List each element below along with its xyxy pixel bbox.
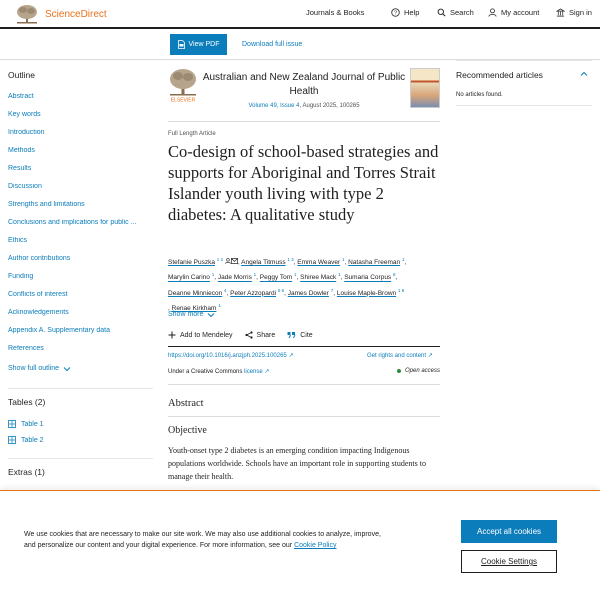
- outline-item[interactable]: Author contributions: [8, 255, 71, 262]
- outline-item[interactable]: Appendix A. Supplementary data: [8, 327, 110, 334]
- pdf-file-icon: [178, 40, 185, 49]
- outline-item[interactable]: Abstract: [8, 93, 34, 100]
- chevron-down-icon: [207, 312, 215, 318]
- no-articles-text: No articles found.: [456, 92, 503, 98]
- open-access-label: Open access: [405, 368, 441, 374]
- quote-icon: [287, 331, 296, 339]
- outline-item[interactable]: References: [8, 345, 44, 352]
- nav-help-label: Help: [404, 8, 420, 17]
- outline-item[interactable]: Key words: [8, 111, 41, 118]
- author-affiliation: 1 8: [397, 287, 405, 293]
- article-actions: [168, 331, 325, 339]
- abstract-heading: Abstract: [168, 398, 204, 409]
- divider: [168, 416, 440, 417]
- author-name[interactable]: Angela Titmuss: [241, 259, 286, 267]
- outline-item[interactable]: Discussion: [8, 183, 42, 190]
- external-link-icon: ↗: [427, 353, 433, 359]
- table-link-2[interactable]: [8, 436, 44, 444]
- sidebar-divider: [456, 105, 592, 106]
- user-icon: [488, 8, 497, 17]
- author-name[interactable]: Deanne Minniecon: [168, 289, 223, 297]
- journal-name-link[interactable]: Australian and New Zealand Journal of Public Health: [202, 72, 406, 97]
- volume-issue-link[interactable]: Volume 49, Issue 4: [248, 103, 300, 109]
- rights-text: Get rights and content: [367, 353, 427, 359]
- author-affiliation: 1: [341, 257, 345, 262]
- show-more-label: Show more: [168, 311, 204, 318]
- cookie-policy-link[interactable]: Cookie Policy: [294, 542, 337, 549]
- cite-label: Cite: [300, 331, 313, 339]
- share-label: Share: [256, 331, 276, 339]
- objective-text: Youth-onset type 2 diabetes is an emerging condition impacting Indigenous populations worldwide. Schools have an important role in supporting students to manage their health.: [168, 446, 426, 481]
- author-affiliation: 1: [211, 272, 215, 278]
- nav-help[interactable]: [391, 8, 419, 17]
- author-name[interactable]: Renae Kirkham: [171, 305, 217, 313]
- nav-journals-books[interactable]: [306, 8, 364, 17]
- author-affiliation: 4: [224, 287, 227, 293]
- outline-item[interactable]: Funding: [8, 273, 34, 280]
- table-link-label: Table 1: [21, 420, 44, 428]
- table-icon: [8, 420, 16, 428]
- download-full-issue-link[interactable]: Download full issue: [242, 41, 303, 48]
- author-affiliation: 1: [338, 272, 341, 278]
- extras-heading[interactable]: Extras (1): [8, 467, 45, 477]
- chevron-up-icon[interactable]: [580, 71, 588, 77]
- show-full-outline-label: Show full outline: [8, 365, 59, 372]
- nav-account-label: My account: [501, 8, 540, 17]
- author-name[interactable]: Stefanie Puszka: [168, 259, 215, 267]
- cookie-settings-button[interactable]: [461, 550, 557, 573]
- author-name[interactable]: Sumaria Corpus: [344, 274, 392, 282]
- outline-title: Outline: [8, 70, 35, 80]
- svg-text:?: ?: [394, 10, 397, 17]
- author-affiliation: 1: [218, 303, 221, 309]
- author-name[interactable]: Emma Weaver: [297, 259, 341, 267]
- author-affiliation: 1: [253, 272, 257, 278]
- external-link-icon: ↗: [288, 353, 294, 359]
- cookie-text: We use cookies that are necessary to make our site work. We may also use additional cookies to analyze, improve, and personalize our content and your digital experience. For more information, see our: [24, 531, 381, 549]
- table-link-label: Table 2: [21, 436, 44, 444]
- author-affiliation: 1 2: [216, 257, 224, 262]
- nav-my-account[interactable]: [488, 8, 539, 17]
- volume-info: [200, 103, 408, 109]
- chevron-down-icon: [63, 366, 71, 372]
- cookie-settings-label: Cookie Settings: [480, 557, 538, 566]
- outline-item[interactable]: Introduction: [8, 129, 45, 136]
- author-name[interactable]: Louise Maple-Brown: [336, 289, 397, 297]
- author-affiliation: 8: [393, 272, 396, 278]
- outline-item[interactable]: Results: [8, 165, 32, 172]
- top-header: [0, 0, 600, 29]
- publisher-name: ELSEVIER: [170, 97, 196, 104]
- view-pdf-label: View PDF: [188, 41, 220, 48]
- tables-heading: Tables (2): [8, 397, 46, 407]
- objective-heading: Objective: [168, 425, 207, 436]
- article-title: Co-design of school-based strategies and supports for Aboriginal and Torres Strait Islander youth living with type 2 diabetes: A qualitative study: [168, 142, 439, 224]
- recommended-articles-heading: Recommended articles: [456, 70, 543, 80]
- cookie-banner: [0, 490, 600, 600]
- license-prefix: Under a Creative Commons: [168, 369, 243, 375]
- outline-item[interactable]: Strengths and limitations: [8, 201, 85, 208]
- outline-list: [8, 93, 153, 363]
- author-affiliation: 1: [401, 257, 405, 262]
- show-more-authors-button[interactable]: [168, 311, 215, 318]
- doi-text: https://doi.org/10.1016/j.anzjph.2025.100265: [168, 353, 287, 359]
- share-icon: [245, 331, 253, 339]
- get-rights-link[interactable]: [367, 352, 433, 359]
- outline-divider: [8, 388, 153, 389]
- doi-link[interactable]: [168, 352, 293, 359]
- cookie-message: [24, 529, 384, 551]
- outline-item[interactable]: Conclusions and implications for public ...: [8, 219, 137, 226]
- cite-button[interactable]: [287, 331, 312, 339]
- author-affiliation: 1 3: [287, 257, 294, 262]
- mendeley-label: Add to Mendeley: [180, 331, 233, 339]
- license-link-text: license: [244, 369, 263, 375]
- author-name[interactable]: Shiree Mack: [300, 274, 337, 282]
- open-access-dot-icon: [397, 369, 401, 373]
- email-icon[interactable]: [231, 258, 238, 264]
- add-to-mendeley-button[interactable]: [168, 331, 233, 339]
- journal-cover-image[interactable]: [410, 68, 440, 108]
- sidebar-divider: [456, 60, 592, 61]
- sciencedirect-logo[interactable]: [14, 4, 107, 24]
- license-info: [168, 368, 269, 375]
- share-button[interactable]: [245, 331, 276, 339]
- author-name[interactable]: Jade Morris: [217, 274, 252, 282]
- brand-name: ScienceDirect: [45, 8, 107, 20]
- author-name[interactable]: James Dowler: [287, 289, 329, 297]
- table-link-1[interactable]: [8, 420, 44, 428]
- outline-item[interactable]: Methods: [8, 147, 35, 154]
- help-icon: [391, 8, 400, 17]
- divider: [168, 121, 440, 122]
- divider: [168, 384, 440, 385]
- author-affiliation: 5 6: [277, 287, 285, 293]
- outline-item[interactable]: Conflicts of interest: [8, 291, 68, 298]
- outline-item[interactable]: Ethics: [8, 237, 28, 244]
- open-access-badge: [397, 368, 440, 374]
- article-toolbar: [0, 30, 600, 60]
- nav-search[interactable]: [437, 8, 474, 17]
- author-name[interactable]: Peter Azzopardi: [230, 289, 277, 297]
- view-pdf-button[interactable]: [170, 34, 227, 55]
- nav-journals-label: Journals & Books: [306, 8, 365, 17]
- author-name[interactable]: Peggy Tom: [259, 274, 293, 282]
- show-full-outline-button[interactable]: [8, 365, 153, 372]
- article-type: Full Length Article: [168, 131, 216, 137]
- author-name[interactable]: Natasha Freeman: [348, 259, 401, 267]
- institution-icon: [556, 8, 565, 17]
- search-icon: [437, 8, 446, 17]
- author-list: Stefanie Puszka $^{1 2}$ , Angela Titmuss $^{1 3}$, Emma Weaver $^1$, Natasha Freeman $^1$, Marylin Carino $^1$, Jade Morris $^1$, Peggy Tom $^1$, Shiree Mack $^1$, Sumaria Corpus $^8$, Deanne Minniecon $^4$, Peter Azzopardi $^{5 6}$, James Dowler $^7$, Louise Maple-Brown $^{1 8}$ , Renae Kirkham $^1$: [168, 257, 407, 313]
- author-name[interactable]: Marylin Carino: [168, 274, 210, 282]
- table-icon: [8, 436, 16, 444]
- accept-all-cookies-button[interactable]: Accept all cookies: [461, 520, 557, 543]
- license-link[interactable]: license ↗: [244, 369, 270, 375]
- divider: [168, 346, 440, 347]
- tables-divider: [8, 458, 153, 459]
- author-affiliation: 7: [330, 287, 334, 293]
- elsevier-tree-icon: [14, 4, 40, 24]
- nav-signin-label: Sign in: [569, 8, 592, 17]
- plus-icon: [168, 331, 176, 339]
- author-affiliation: 1: [294, 272, 297, 278]
- nav-sign-in[interactable]: [556, 8, 592, 17]
- nav-search-label: Search: [450, 8, 474, 17]
- outline-item[interactable]: Acknowledgements: [8, 309, 69, 316]
- volume-date: , August 2025, 100265: [299, 103, 360, 109]
- outline-panel: [8, 70, 153, 372]
- elsevier-logo-icon[interactable]: [168, 68, 198, 104]
